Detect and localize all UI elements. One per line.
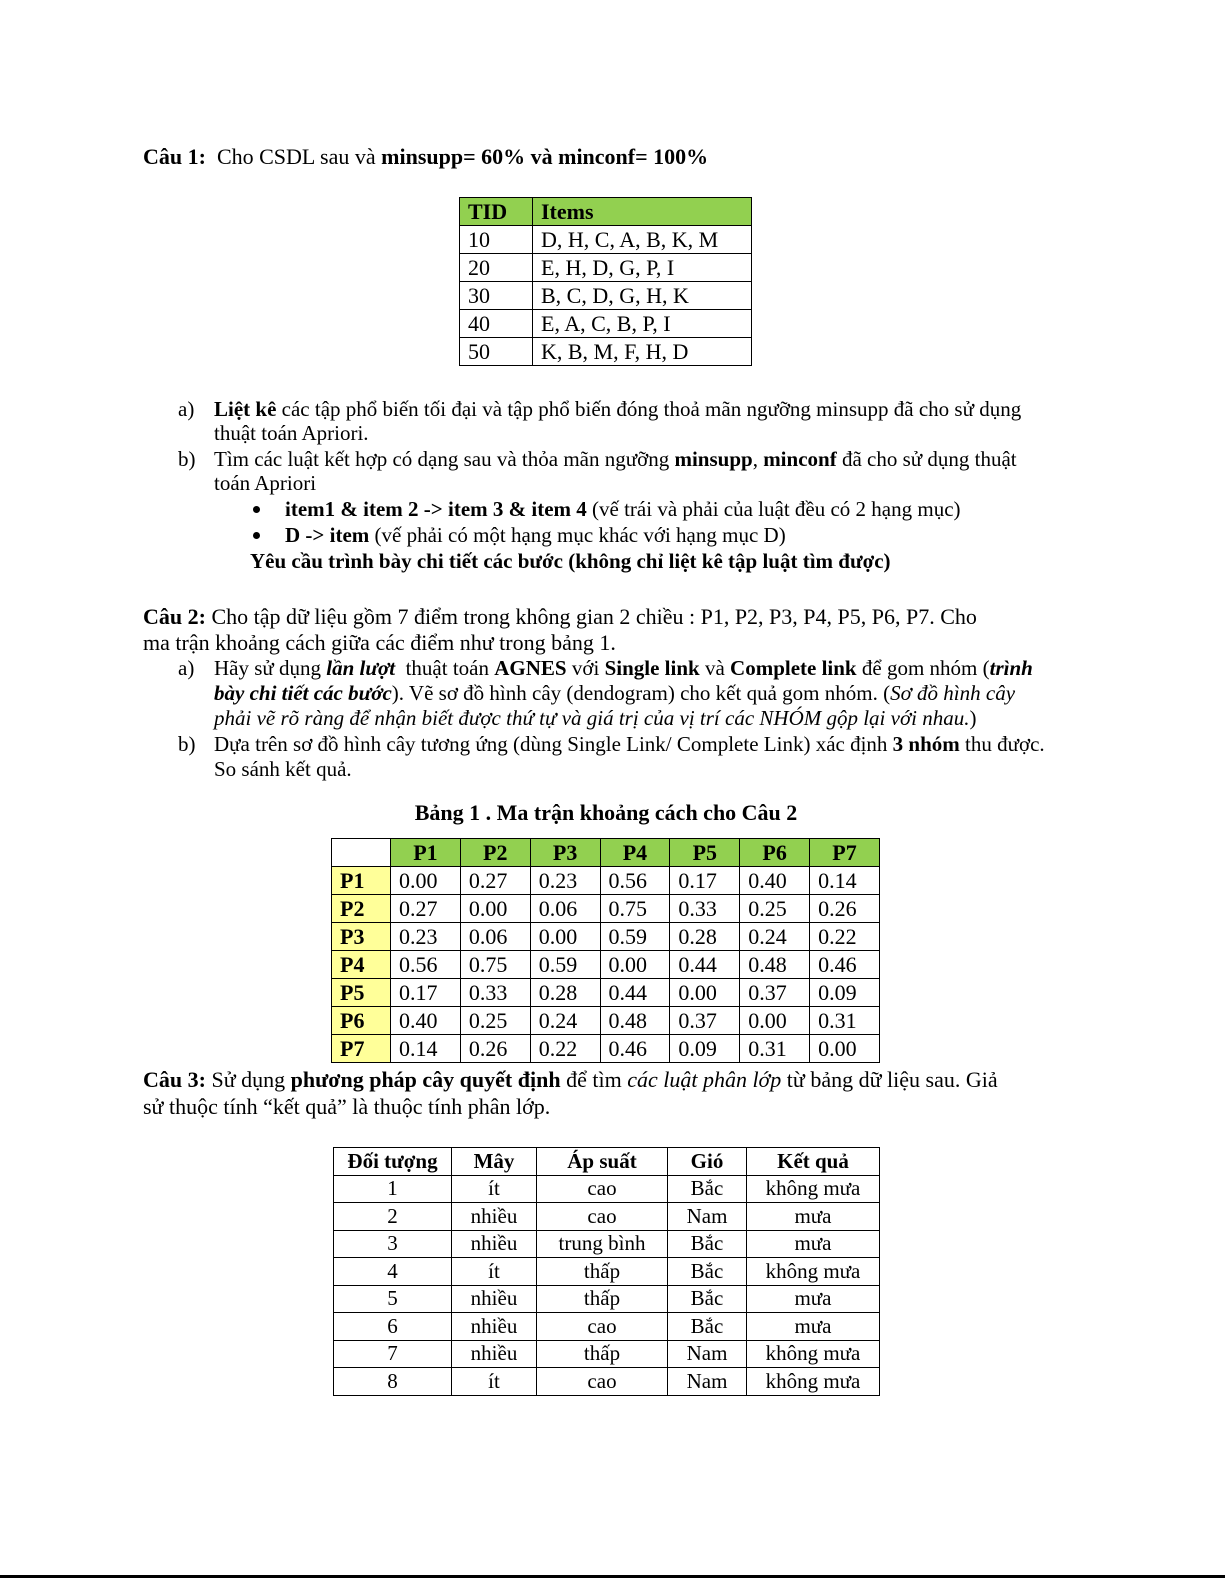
cell: trung bình (537, 1230, 668, 1258)
cell: không mưa (747, 1340, 880, 1368)
q1a-line1 (214, 397, 1021, 422)
cell: thấp (537, 1340, 668, 1368)
q1a-text: các tập phổ biến tối đại và tập phổ biến đóng thoả mãn ngưỡng minsupp đã cho sử dụng (281, 397, 1022, 421)
col-header: P3 (530, 839, 600, 867)
cell: Bắc (668, 1313, 747, 1341)
matrix-cell: 0.17 (391, 979, 461, 1007)
table-row (334, 1230, 880, 1258)
corner-cell (332, 839, 391, 867)
q1b-requirement (250, 549, 891, 574)
header-result: Kết quả (747, 1148, 880, 1176)
matrix-cell: 0.44 (670, 951, 740, 979)
cell: không mưa (747, 1368, 880, 1396)
q2-line2: ma trận khoảng cách giữa các điểm như trong bảng 1. (143, 630, 616, 655)
items-cell: D, H, C, A, B, K, M (533, 226, 752, 254)
table-header-row (334, 1148, 880, 1176)
q2a-line3 (214, 706, 977, 731)
cell: 6 (334, 1313, 452, 1341)
header-wind: Gió (668, 1148, 747, 1176)
row-header: P6 (332, 1007, 391, 1035)
matrix-cell: 0.22 (810, 923, 880, 951)
q1b-line2: toán Apriori (214, 471, 317, 495)
tid-cell: 30 (460, 282, 533, 310)
matrix-cell: 0.14 (810, 867, 880, 895)
matrix-cell: 0.00 (600, 951, 670, 979)
q2b-text-c: thu được. (965, 732, 1045, 756)
matrix-cell: 0.56 (391, 951, 461, 979)
q2a-s7: và (704, 656, 725, 680)
matrix-cell: 0.25 (740, 895, 810, 923)
header-tid: TID (460, 198, 533, 226)
page-bottom-rule (0, 1575, 1225, 1578)
bullet1-rule: item1 & item 2 -> item 3 & item 4 (285, 497, 587, 521)
items-cell: E, H, D, G, P, I (533, 254, 752, 282)
cell: mưa (747, 1285, 880, 1313)
q3-label: Câu 3: (143, 1067, 206, 1092)
cell: nhiều (452, 1340, 537, 1368)
table-row (332, 895, 880, 923)
q2a-s10: trình (989, 656, 1033, 680)
q2a-l3-end: ) (969, 706, 977, 730)
matrix-cell: 0.25 (460, 1007, 530, 1035)
q3-s1: Sử dụng (211, 1067, 286, 1092)
table-row (334, 1285, 880, 1313)
q2-line1 (143, 604, 977, 629)
matrix-cell: 0.37 (670, 1007, 740, 1035)
bullet2-rule: D -> item (285, 523, 370, 547)
q1-heading (143, 144, 708, 169)
q1b-text-e: đã cho sử dụng thuật (841, 447, 1017, 471)
table-row (332, 951, 880, 979)
matrix-cell: 0.37 (740, 979, 810, 1007)
q2b-text-a: Dựa trên sơ đồ hình cây tương ứng (dùng Single Link/ Complete Link) xác định (214, 732, 888, 756)
cell: không mưa (747, 1175, 880, 1203)
table-row (332, 1007, 880, 1035)
matrix-cell: 0.56 (600, 867, 670, 895)
matrix-cell: 0.40 (391, 1007, 461, 1035)
row-header: P5 (332, 979, 391, 1007)
caption-text: Bảng 1 . Ma trận khoảng cách cho Câu 2 (414, 800, 798, 825)
cell: 3 (334, 1230, 452, 1258)
table-row (332, 979, 880, 1007)
q2b-marker: b) (178, 732, 196, 756)
q1b-comma: , (752, 447, 758, 471)
matrix-cell: 0.00 (460, 895, 530, 923)
matrix-cell: 0.00 (740, 1007, 810, 1035)
cell: Nam (668, 1340, 747, 1368)
matrix-cell: 0.46 (600, 1035, 670, 1063)
tid-cell: 40 (460, 310, 533, 338)
header-cloud: Mây (452, 1148, 537, 1176)
cell: thấp (537, 1285, 668, 1313)
col-header: P6 (740, 839, 810, 867)
matrix-cell: 0.75 (460, 951, 530, 979)
q2a-complete: Complete link (730, 656, 857, 680)
table-row (332, 867, 880, 895)
col-header: P1 (391, 839, 461, 867)
cell: ít (452, 1368, 537, 1396)
matrix-cell: 0.23 (530, 867, 600, 895)
q2b-line1 (214, 732, 1045, 757)
matrix-cell: 0.40 (740, 867, 810, 895)
table-row (334, 1313, 880, 1341)
matrix-cell: 0.23 (391, 923, 461, 951)
row-header: P4 (332, 951, 391, 979)
matrix-cell: 0.06 (460, 923, 530, 951)
q1b-bullet2 (285, 523, 786, 548)
matrix-cell: 0.59 (600, 923, 670, 951)
cell: 2 (334, 1203, 452, 1231)
header-items: Items (533, 198, 752, 226)
matrix-cell: 0.28 (530, 979, 600, 1007)
cell: cao (537, 1368, 668, 1396)
col-header: P4 (600, 839, 670, 867)
transactions-table (459, 197, 752, 366)
header-pressure: Áp suất (537, 1148, 668, 1176)
bullet1-note: (vế trái và phải của luật đều có 2 hạng mục) (592, 497, 961, 521)
col-header: P2 (460, 839, 530, 867)
table-row (460, 310, 752, 338)
row-header: P3 (332, 923, 391, 951)
q2b-groups: 3 nhóm (892, 732, 960, 756)
q1b-minsupp: minsupp (674, 447, 753, 471)
q1b-minconf: minconf (763, 447, 837, 471)
matrix-cell: 0.33 (460, 979, 530, 1007)
q2a-line2 (214, 681, 1015, 706)
matrix-cell: 0.00 (670, 979, 740, 1007)
cell: mưa (747, 1313, 880, 1341)
q1b-bullet1 (285, 497, 961, 522)
q1b-text-a: Tìm các luật kết hợp có dạng sau và thỏa mãn ngưỡng (214, 447, 670, 471)
q3-s3: để tìm (566, 1067, 622, 1092)
matrix-cell: 0.22 (530, 1035, 600, 1063)
q1-params: minsupp= 60% và minconf= 100% (381, 144, 709, 169)
matrix-cell: 0.44 (600, 979, 670, 1007)
cell: mưa (747, 1203, 880, 1231)
q1a-marker: a) (178, 397, 195, 421)
items-cell: E, A, C, B, P, I (533, 310, 752, 338)
cell: nhiều (452, 1203, 537, 1231)
table-row (460, 282, 752, 310)
cell: Nam (668, 1368, 747, 1396)
matrix-cell: 0.46 (810, 951, 880, 979)
row-header: P2 (332, 895, 391, 923)
q3-rules: các luật phân lớp (627, 1067, 782, 1092)
table-row (334, 1203, 880, 1231)
q3-method: phương pháp cây quyết định (290, 1067, 561, 1092)
cell: 1 (334, 1175, 452, 1203)
cell: cao (537, 1203, 668, 1231)
q2a-l2-bold: bày chi tiết các bước (214, 681, 392, 705)
matrix-cell: 0.48 (740, 951, 810, 979)
table-row (334, 1175, 880, 1203)
matrix-cell: 0.17 (670, 867, 740, 895)
weather-table (333, 1147, 880, 1396)
q1b-marker: b) (178, 447, 196, 471)
table-header-row (460, 198, 752, 226)
q3-line1 (143, 1067, 998, 1092)
distance-matrix (331, 838, 880, 1063)
bullet-icon (253, 506, 260, 513)
q1a-bold: Liệt kê (214, 397, 277, 421)
items-cell: B, C, D, G, H, K (533, 282, 752, 310)
q2b-line2: So sánh kết quả. (214, 757, 352, 781)
table-row (332, 1035, 880, 1063)
q2a-l3-italic: phải vẽ rõ ràng để nhận biết được thứ tự và giá trị của vị trí các NHÓM gộp lại với nhau. (214, 706, 970, 730)
cell: mưa (747, 1230, 880, 1258)
cell: Nam (668, 1203, 747, 1231)
q2a-line1 (214, 656, 1033, 681)
header-object: Đối tượng (334, 1148, 452, 1176)
tid-cell: 50 (460, 338, 533, 366)
q2a-s5: với (571, 656, 600, 680)
tid-cell: 20 (460, 254, 533, 282)
q2a-s2: lần lượt (326, 656, 396, 680)
cell: 4 (334, 1258, 452, 1286)
table-row (332, 923, 880, 951)
q2a-s1: Hãy sử dụng (214, 656, 322, 680)
matrix-cell: 0.48 (600, 1007, 670, 1035)
cell: nhiều (452, 1285, 537, 1313)
row-header: P1 (332, 867, 391, 895)
q1-label: Câu 1: (143, 144, 206, 169)
matrix-cell: 0.24 (740, 923, 810, 951)
q2a-marker: a) (178, 656, 195, 680)
matrix-cell: 0.00 (810, 1035, 880, 1063)
cell: không mưa (747, 1258, 880, 1286)
matrix-header-row (332, 839, 880, 867)
matrix-cell: 0.09 (810, 979, 880, 1007)
matrix-caption (0, 800, 1212, 825)
table-row (334, 1258, 880, 1286)
matrix-cell: 0.14 (391, 1035, 461, 1063)
table-row (460, 226, 752, 254)
matrix-cell: 0.26 (810, 895, 880, 923)
q2a-l2-italic: Sơ đồ hình cây (890, 681, 1016, 705)
cell: ít (452, 1258, 537, 1286)
cell: Bắc (668, 1230, 747, 1258)
matrix-cell: 0.59 (530, 951, 600, 979)
q2-label: Câu 2: (143, 604, 206, 629)
table-row (460, 338, 752, 366)
matrix-cell: 0.24 (530, 1007, 600, 1035)
matrix-cell: 0.27 (460, 867, 530, 895)
cell: ít (452, 1175, 537, 1203)
row-header: P7 (332, 1035, 391, 1063)
q1b-line1 (214, 447, 1017, 472)
q2a-single: Single link (604, 656, 700, 680)
cell: Bắc (668, 1175, 747, 1203)
tid-cell: 10 (460, 226, 533, 254)
cell: cao (537, 1313, 668, 1341)
matrix-cell: 0.26 (460, 1035, 530, 1063)
matrix-cell: 0.09 (670, 1035, 740, 1063)
q2a-agnes: AGNES (494, 656, 567, 680)
col-header: P5 (670, 839, 740, 867)
cell: Bắc (668, 1258, 747, 1286)
matrix-cell: 0.00 (391, 867, 461, 895)
q2a-s9: để gom nhóm ( (861, 656, 990, 680)
requirement-text: Yêu cầu trình bày chi tiết các bước (không chỉ liệt kê tập luật tìm được) (250, 549, 891, 573)
matrix-cell: 0.06 (530, 895, 600, 923)
q1a-line2: thuật toán Apriori. (214, 421, 369, 445)
items-cell: K, B, M, F, H, D (533, 338, 752, 366)
matrix-cell: 0.00 (530, 923, 600, 951)
q3-s5: từ bảng dữ liệu sau. Giả (786, 1067, 998, 1092)
matrix-cell: 0.27 (391, 895, 461, 923)
matrix-cell: 0.28 (670, 923, 740, 951)
cell: cao (537, 1175, 668, 1203)
cell: Bắc (668, 1285, 747, 1313)
cell: 7 (334, 1340, 452, 1368)
table-row (334, 1340, 880, 1368)
q2a-s3: thuật toán (405, 656, 489, 680)
table-row (334, 1368, 880, 1396)
table-row (460, 254, 752, 282)
matrix-cell: 0.31 (810, 1007, 880, 1035)
cell: 5 (334, 1285, 452, 1313)
cell: nhiều (452, 1230, 537, 1258)
matrix-cell: 0.33 (670, 895, 740, 923)
cell: 8 (334, 1368, 452, 1396)
cell: thấp (537, 1258, 668, 1286)
col-header: P7 (810, 839, 880, 867)
q2-text1: Cho tập dữ liệu gồm 7 điểm trong không gian 2 chiều : P1, P2, P3, P4, P5, P6, P7. Cho (211, 604, 977, 629)
matrix-cell: 0.31 (740, 1035, 810, 1063)
bullet2-note: (vế phải có một hạng mục khác với hạng mục D) (374, 523, 786, 547)
matrix-cell: 0.75 (600, 895, 670, 923)
bullet-icon (253, 532, 260, 539)
cell: nhiều (452, 1313, 537, 1341)
q2a-l2-text: ). Vẽ sơ đồ hình cây (dendogram) cho kết quả gom nhóm. ( (391, 681, 891, 705)
q3-line2: sử thuộc tính “kết quả” là thuộc tính phân lớp. (143, 1094, 551, 1119)
q1-text: Cho CSDL sau và (216, 144, 376, 169)
